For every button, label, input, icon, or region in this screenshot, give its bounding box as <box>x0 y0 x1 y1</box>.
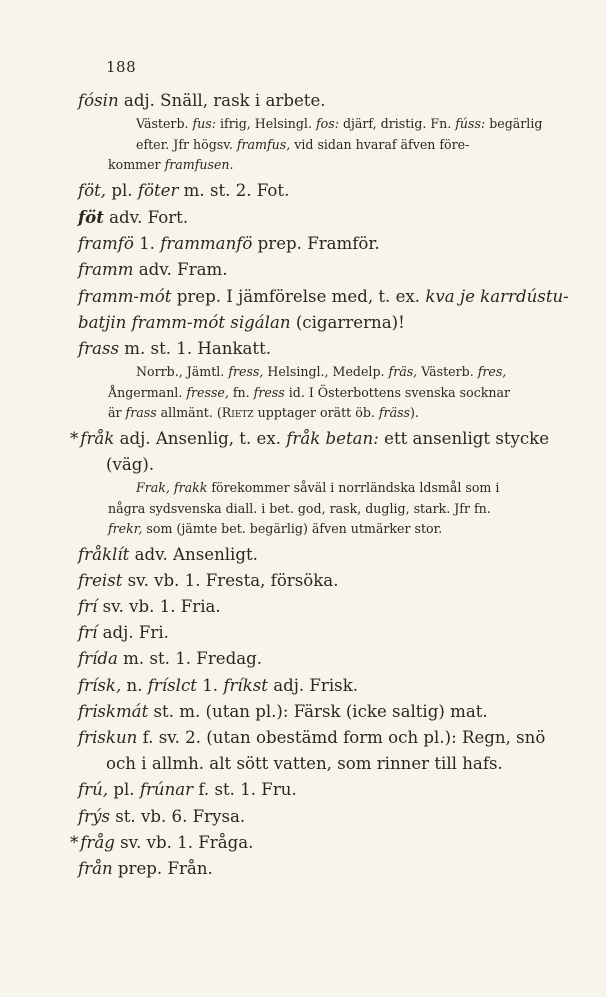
definition: prep. I jämförelse med, t. ex. <box>171 286 426 306</box>
entry-frass <box>78 336 578 362</box>
entry-fraklit <box>78 542 578 568</box>
entry-framfo: framfö 1. frammanfö prep. Framför. <box>78 234 380 254</box>
entry-fru: frú, pl. frúnar f. st. 1. Fru. <box>78 780 297 800</box>
headword: frísk, <box>78 675 122 695</box>
entry-framm <box>78 257 578 283</box>
headword: fråk <box>80 428 115 448</box>
headword-variant: fríkst <box>223 675 268 695</box>
headword: framfö <box>78 234 134 254</box>
headword: fósin <box>78 91 119 110</box>
example: fråk betan: <box>286 428 379 448</box>
entry-frys <box>78 804 578 830</box>
definition: adj. Ansenlig, t. ex. <box>114 428 287 448</box>
entry-fri-adj <box>78 620 578 646</box>
entry-freist <box>78 568 578 594</box>
entry-frak: * fråk adj. Ansenlig, t. ex. fråk betan: ett ansenligt stycke (väg). <box>70 428 550 474</box>
headword: freist <box>78 570 123 590</box>
headword: frí <box>78 596 98 616</box>
headword-plural: frúnar <box>139 780 194 800</box>
entry-fot-adv <box>78 204 578 231</box>
entry-fri-vb <box>78 594 578 620</box>
definition: adj. Snäll, rask i arbete. <box>118 91 326 110</box>
etymology-note-frass: Norrb., Jämtl. fress, Helsingl., Medelp. fräs, Västerb. fres, Ångermanl. fresse, fn. fress id. I Österbottens svenska socknar är frass allmänt. (Rietz upptager orätt öb. fräss). <box>108 364 511 421</box>
headword-neuter: fríslct <box>147 675 197 695</box>
headword: framm-mót <box>78 286 172 306</box>
headword: föt, <box>78 180 107 200</box>
definition: m. st. 2. Fot. <box>178 180 290 200</box>
definition: adv. Ansenligt. <box>129 544 258 564</box>
definition: adj. Fri. <box>97 623 169 643</box>
entry-friskmat <box>78 699 578 725</box>
definition: st. m. (utan pl.): Färsk (icke saltig) mat. <box>148 701 488 721</box>
definition: f. st. 1. Fru. <box>193 780 297 800</box>
etymology-note-fosin: Västerb. fus: ifrig, Helsingl. fos: djärf, dristig. Fn. fúss: begärlig efter. Jfr högsv. framfus, vid sidan hvaraf äfven före- kommer framfusen. <box>108 116 543 173</box>
headword: frú, <box>78 780 109 800</box>
definition: adv. Fort. <box>103 207 189 227</box>
entry-framm-mot: framm-mót prep. I jämförelse med, t. ex. kva je karrdústu- batjin framm-mót sigálan (cigarrerna)! <box>78 286 569 332</box>
definition: prep. Från. <box>112 858 213 878</box>
definition: st. vb. 6. Frysa. <box>109 806 246 826</box>
headword: frí <box>78 623 98 643</box>
headword-plural: föter <box>137 180 179 200</box>
entry-friskun: friskun f. sv. 2. (utan obestämd form och pl.): Regn, snö och i allmh. alt sött vatten, som rinner till hafs. <box>78 727 546 774</box>
headword: fråg <box>80 832 115 852</box>
headword: friskun <box>78 727 138 747</box>
etymology-note-frak: Frak, frakk förekommer såväl i norrländska ldsmål som i några sydsvenska diall. i bet. god, rask, duglig, stark. Jfr fn. frekr, som (jämte bet. begärlig) äfven utmärker stor. <box>108 480 500 537</box>
entry-fot: föt, pl. föter m. st. 2. Fot. <box>78 180 290 200</box>
definition: sv. vb. 1. Fråga. <box>114 832 254 852</box>
star-marker: * <box>70 832 79 852</box>
example: kva je karrdústu- <box>425 286 569 306</box>
definition: f. sv. 2. (utan obestämd form och pl.): Regn, snö <box>137 727 546 747</box>
entry-fosin <box>78 88 578 114</box>
entry-fran <box>78 856 578 882</box>
entry-frida <box>78 646 578 672</box>
star-marker: * <box>70 428 79 448</box>
definition: adv. Fram. <box>133 260 228 280</box>
headword: fri̇skmát <box>78 701 149 721</box>
headword-variant: frammanfö <box>160 234 253 254</box>
definition: m. st. 1. Hankatt. <box>119 338 272 358</box>
definition: sv. vb. 1. Fria. <box>97 596 221 616</box>
headword: frýs <box>78 806 110 826</box>
definition: sv. vb. 1. Fresta, försöka. <box>122 570 339 590</box>
dictionary-column <box>70 88 578 882</box>
headword: föt <box>78 206 104 227</box>
definition: prep. Framför. <box>252 234 380 254</box>
example-continued: batjin framm-mót sigálan <box>78 312 291 332</box>
headword: frass <box>78 338 119 358</box>
definition: adj. Frisk. <box>267 675 359 695</box>
entry-frisk: frísk, n. fríslct 1. fríkst adj. Frisk. <box>78 675 359 695</box>
headword: från <box>78 858 113 878</box>
headword: fråklít <box>78 544 130 564</box>
definition: m. st. 1. Fredag. <box>117 649 262 669</box>
headword: framm <box>78 260 134 280</box>
entry-frag <box>70 830 578 856</box>
page-number: 188 <box>106 58 137 76</box>
headword: frída <box>78 649 118 669</box>
